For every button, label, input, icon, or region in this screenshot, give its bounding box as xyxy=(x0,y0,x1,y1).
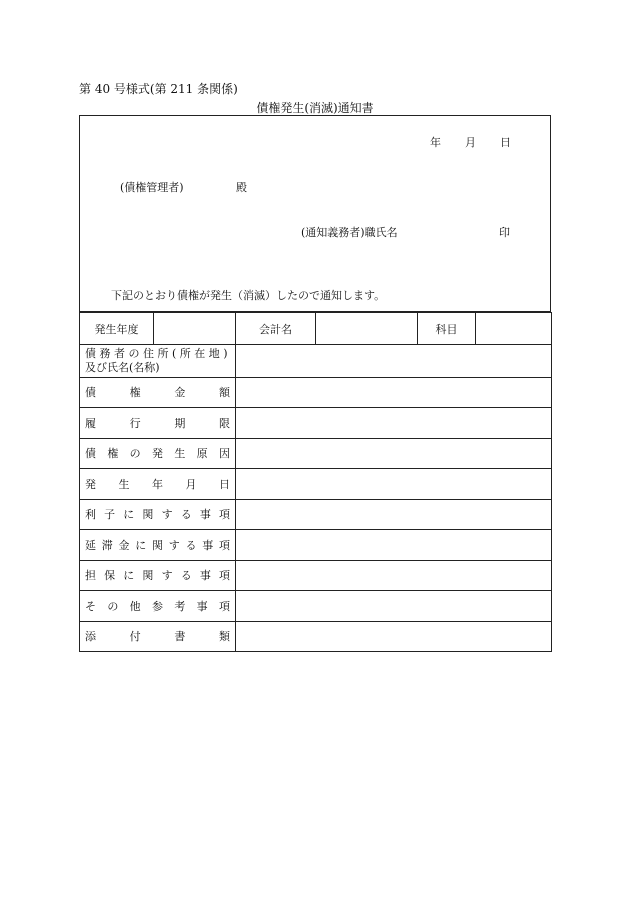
item-field[interactable] xyxy=(476,313,552,345)
debtor-label-line-1: 債 務 者 の 住 所 ( 所 在 地 ) xyxy=(85,346,228,360)
other-notes-row xyxy=(80,591,552,622)
item-label: 科目 xyxy=(418,313,476,345)
due-date-row xyxy=(80,408,552,439)
collateral-label: 担 保 に 関 す る 事 項 xyxy=(80,560,236,591)
cause-field[interactable] xyxy=(236,438,552,469)
amount-field[interactable] xyxy=(236,377,552,408)
honorific-label: 殿 xyxy=(236,181,247,194)
account-name-label: 会計名 xyxy=(236,313,316,345)
attachments-label: 添 付 書 類 xyxy=(80,621,236,652)
fiscal-year-field[interactable] xyxy=(154,313,236,345)
debtor-row xyxy=(80,345,552,378)
occurrence-date-label: 発 生 年 月 日 xyxy=(80,469,236,500)
notice-header-box xyxy=(79,115,551,312)
debtor-label-line-2: 及び氏名(名称) xyxy=(85,360,160,374)
details-table xyxy=(79,312,552,652)
other-notes-label: そ の 他 参 考 事 項 xyxy=(80,591,236,622)
late-fee-field[interactable] xyxy=(236,530,552,561)
debtor-field[interactable] xyxy=(236,345,552,378)
collateral-row xyxy=(80,560,552,591)
due-date-field[interactable] xyxy=(236,408,552,439)
cause-label: 債 権 の 発 生 原 因 xyxy=(80,438,236,469)
late-fee-label: 延 滞 金 に 関 す る 事 項 xyxy=(80,530,236,561)
sender-label: (通知義務者)職氏名 xyxy=(301,226,398,239)
notice-statement: 下記のとおり債権が発生（消滅）したので通知します。 xyxy=(111,289,386,302)
document-title: 債権発生(消滅)通知書 xyxy=(256,101,374,115)
occurrence-date-field[interactable] xyxy=(236,469,552,500)
addressee-label: (債権管理者) xyxy=(120,181,184,194)
cause-row xyxy=(80,438,552,469)
collateral-field[interactable] xyxy=(236,560,552,591)
amount-row xyxy=(80,377,552,408)
day-label: 日 xyxy=(500,136,511,149)
interest-row xyxy=(80,499,552,530)
account-name-field[interactable] xyxy=(316,313,418,345)
occurrence-date-row xyxy=(80,469,552,500)
late-fee-row xyxy=(80,530,552,561)
fiscal-year-label: 発生年度 xyxy=(80,313,154,345)
attachments-row xyxy=(80,621,552,652)
debtor-label xyxy=(80,345,236,378)
amount-label: 債 権 金 額 xyxy=(80,377,236,408)
due-date-label: 履 行 期 限 xyxy=(80,408,236,439)
seal-mark: 印 xyxy=(499,226,510,239)
year-label: 年 xyxy=(430,136,441,149)
other-notes-field[interactable] xyxy=(236,591,552,622)
form-number-label: 第 40 号様式(第 211 条関係) xyxy=(79,82,238,96)
interest-field[interactable] xyxy=(236,499,552,530)
fiscal-row xyxy=(80,313,552,345)
month-label: 月 xyxy=(465,136,476,149)
interest-label: 利 子 に 関 す る 事 項 xyxy=(80,499,236,530)
attachments-field[interactable] xyxy=(236,621,552,652)
